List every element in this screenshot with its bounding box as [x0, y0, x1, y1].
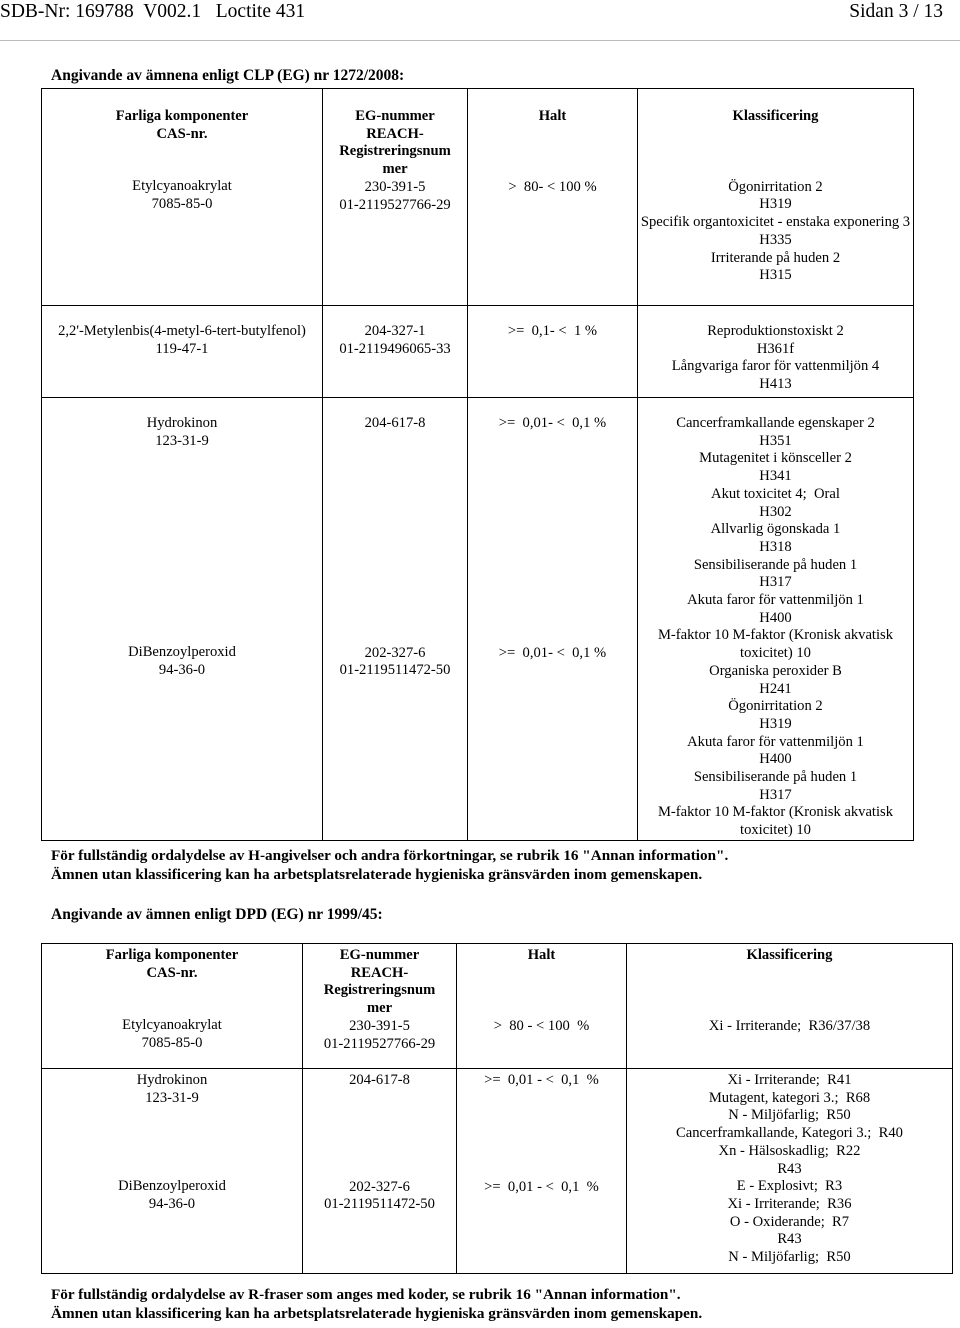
dpd-row-2-component: Hydrokinon 123-31-9 — [136, 1072, 208, 1106]
dpd-row-1-eg: 230-391-5 01-2119527766-29 — [323, 1017, 436, 1052]
dpd-header-eg: EG-nummer REACH- Registreringsnum mer — [323, 947, 436, 1017]
dpd-table — [41, 943, 953, 1274]
clp-note-2: Ämnen utan klassificering kan ha arbetsplatsrelaterade hygieniska gränsvärden inom gemenskapen. — [51, 866, 703, 883]
dpd-header-halt: Halt — [527, 947, 556, 963]
clp-halt-cell — [468, 89, 638, 306]
dpd-note-1: För fullständig ordalydelse av R-fraser som anges med koder, se rubrik 16 "Annan information". — [51, 1286, 681, 1303]
clp-row-4-klass: Organiska peroxider B H241 Ögonirritation 2 H319 Akuta faror för vattenmiljön 1 H400 Sensibiliserande på huden 1 H317 M-faktor 10 M-faktor (Kronisk akvatisk toxicitet) 10 — [657, 662, 894, 839]
clp-row-4-halt: >= 0,01- < 0,1 % — [498, 644, 607, 661]
clp-section-title: Angivande av ämnena enligt CLP (EG) nr 1272/2008: — [51, 67, 405, 84]
clp-table — [41, 88, 914, 841]
clp-row-2-eg: 204-327-1 01-2119496065-33 — [339, 323, 451, 357]
clp-row-1-component: Etylcyanoakrylat 7085-85-0 — [132, 178, 232, 213]
clp-row-4-component: DiBenzoylperoxid 94-36-0 — [128, 644, 236, 679]
dpd-row-2-halt: >= 0,01 - < 0,1 % — [484, 1072, 599, 1088]
clp-header-components: Farliga komponenter CAS-nr. — [115, 108, 249, 142]
clp-row-1-halt: > 80- < 100 % — [508, 178, 597, 195]
clp-comp-cell — [42, 89, 323, 306]
clp-row-1-eg: 230-391-5 01-2119527766-29 — [339, 178, 451, 213]
clp-row-3-eg: 204-617-8 — [364, 415, 426, 431]
dpd-row-3-klass: E - Explosivt; R3 Xi - Irriterande; R36 O - Oxiderande; R7 R43 N - Miljöfarlig; R50 — [727, 1178, 852, 1266]
dpd-header-components: Farliga komponenter CAS-nr. — [105, 947, 239, 981]
clp-note-1: För fullständig ordalydelse av H-angivelser och andra förkortningar, se rubrik 16 "Annan information". — [51, 847, 729, 864]
document-id: SDB-Nr: 169788 V002.1 Loctite 431 — [0, 1, 306, 22]
dpd-row-1 — [42, 944, 953, 1069]
dpd-row-2-klass: Xi - Irriterande; R41 Mutagent, kategori 3.; R68 N - Miljöfarlig; R50 Cancerframkallande, Kategori 3.; R40 Xn - Hälsoskadlig; R22 R43 — [676, 1072, 903, 1177]
dpd-row-3-component: DiBenzoylperoxid 94-36-0 — [118, 1178, 226, 1213]
clp-row-2-klass: Reproduktionstoxiskt 2 H361f Långvariga faror för vattenmiljön 4 H413 — [671, 323, 880, 393]
clp-row-3-klass: Cancerframkallande egenskaper 2 H351 Mutagenitet i könsceller 2 H341 Akut toxicitet 4; Oral H302 Allvarlig ögonskada 1 H318 Sensibiliserande på huden 1 H317 Akuta faror för vattenmiljön 1 H400 M-faktor 10 M-faktor (Kronisk akvatisk toxicitet) 10 — [657, 415, 894, 662]
dpd-row-3-halt: >= 0,01 - < 0,1 % — [484, 1178, 599, 1195]
clp-row-3 — [42, 398, 914, 841]
clp-header-klass: Klassificering — [732, 108, 819, 124]
page-header — [0, 0, 960, 26]
dpd-note-2: Ämnen utan klassificering kan ha arbetsplatsrelaterade hygieniska gränsvärden inom gemenskapen. — [51, 1305, 703, 1322]
page-number: Sidan 3 / 13 — [849, 1, 943, 22]
clp-row-2-halt: >= 0,1- < 1 % — [507, 323, 598, 339]
clp-header-eg: EG-nummer REACH- Registreringsnum mer — [339, 108, 451, 178]
dpd-header-klass: Klassificering — [746, 947, 833, 963]
clp-row-2-component: 2,2'-Metylenbis(4-metyl-6-tert-butylfenol) 119-47-1 — [58, 323, 306, 357]
clp-row-3-component: Hydrokinon 123-31-9 — [146, 415, 218, 449]
clp-row-3-halt: >= 0,01- < 0,1 % — [498, 415, 607, 431]
clp-row-1-klass: Ögonirritation 2 H319 Specifik organtoxicitet - enstaka exponering 3 H335 Irriterande på huden 2 H315 — [640, 178, 911, 284]
clp-row-2 — [42, 306, 914, 398]
dpd-section-title: Angivande av ämnen enligt DPD (EG) nr 1999/45: — [51, 906, 383, 923]
clp-row-4-eg: 202-327-6 01-2119511472-50 — [339, 644, 451, 679]
clp-header-halt: Halt — [538, 108, 567, 124]
dpd-row-2 — [42, 1069, 953, 1274]
header-divider — [0, 40, 960, 41]
clp-eg-cell — [323, 89, 468, 306]
dpd-row-1-halt: > 80 - < 100 % — [493, 1017, 590, 1034]
clp-row-1 — [42, 89, 914, 306]
dpd-row-1-component: Etylcyanoakrylat 7085-85-0 — [122, 1017, 222, 1052]
clp-klass-cell — [638, 89, 914, 306]
dpd-row-3-eg: 202-327-6 01-2119511472-50 — [324, 1178, 435, 1213]
dpd-row-1-klass: Xi - Irriterande; R36/37/38 — [708, 1017, 871, 1034]
dpd-row-2-eg: 204-617-8 — [349, 1072, 410, 1088]
